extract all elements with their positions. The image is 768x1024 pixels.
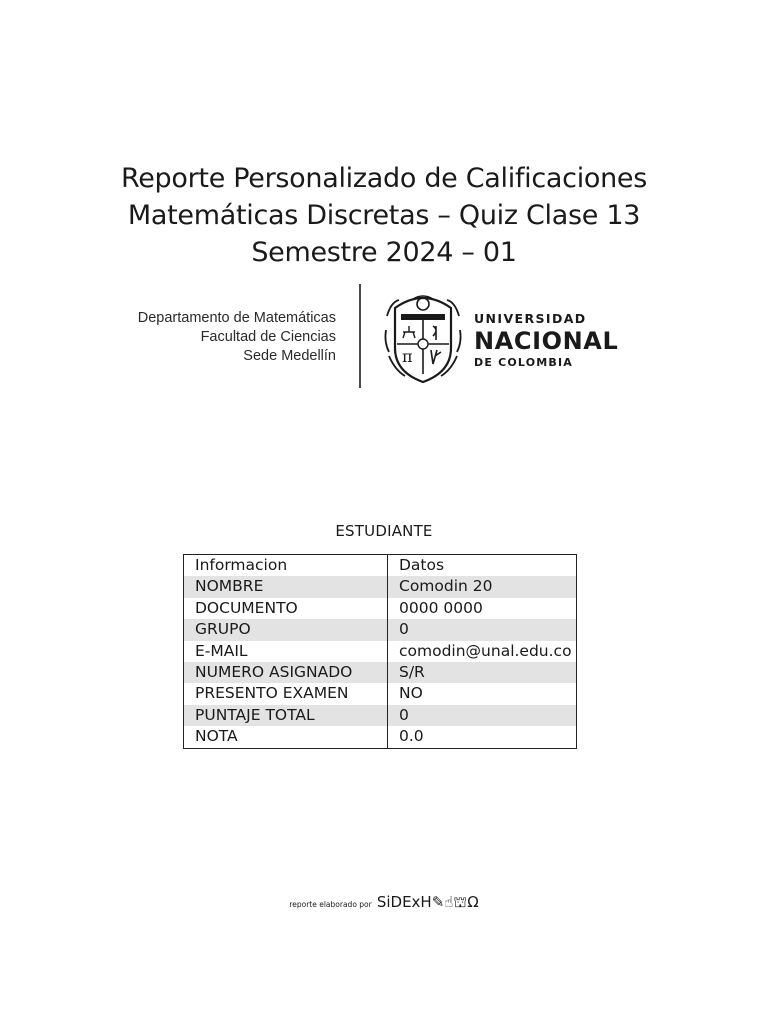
row-label: DOCUMENTO (184, 598, 388, 619)
table-row (184, 598, 577, 619)
row-value: comodin@unal.edu.co (399, 641, 572, 660)
svg-text:π: π (402, 347, 413, 366)
university-logo-text (474, 311, 618, 370)
row-label: GRUPO (184, 619, 388, 640)
footer-credit-text: reporte elaborado por (289, 900, 372, 909)
table-header-row (184, 555, 577, 577)
department-logo-text (138, 309, 336, 366)
table-row (184, 683, 577, 704)
student-info-table (183, 554, 577, 749)
title-line-1: Reporte Personalizado de Calificaciones (120, 163, 648, 194)
row-label: NOMBRE (184, 576, 388, 597)
row-label: NUMERO ASIGNADO (184, 662, 388, 683)
row-label: NOTA (184, 726, 388, 748)
row-value: Comodin 20 (388, 576, 577, 597)
table-row (184, 619, 577, 640)
row-value: 0000 0000 (399, 598, 483, 617)
table-row (184, 576, 577, 597)
title-line-2: Matemáticas Discretas – Quiz Clase 13 (127, 200, 641, 231)
de-colombia-word: DE COLOMBIA (474, 356, 574, 369)
footer-brand-logo: SiDExH✎☝⛫Ω (376, 893, 479, 911)
university-crest-icon (383, 290, 463, 385)
campus-name: Sede Medellín (243, 348, 336, 364)
title-line-3: Semestre 2024 – 01 (251, 237, 517, 268)
table-row (184, 662, 577, 683)
department-name: Departamento de Matemáticas (137, 310, 336, 326)
table-row (184, 641, 577, 662)
faculty-name: Facultad de Ciencias (200, 329, 336, 345)
row-label: PUNTAJE TOTAL (184, 705, 388, 726)
row-label: E-MAIL (184, 641, 388, 662)
column-header-data: Datos (399, 556, 445, 574)
row-value: 0.0 (399, 727, 424, 746)
table-row (184, 705, 577, 726)
row-label: PRESENTO EXAMEN (184, 683, 388, 704)
nacional-word: NACIONAL (474, 327, 619, 355)
table-row (184, 726, 577, 748)
student-section-caption: ESTUDIANTE (335, 522, 433, 540)
report-footer (0, 892, 768, 913)
row-value: NO (399, 684, 423, 703)
row-value: 0 (388, 705, 577, 726)
row-value: S/R (388, 662, 577, 683)
column-header-info: Informacion (184, 555, 388, 577)
report-title (0, 160, 768, 271)
logo-divider (359, 284, 361, 388)
institution-logos (0, 284, 768, 388)
university-word: UNIVERSIDAD (474, 311, 587, 326)
row-value: 0 (388, 619, 577, 640)
